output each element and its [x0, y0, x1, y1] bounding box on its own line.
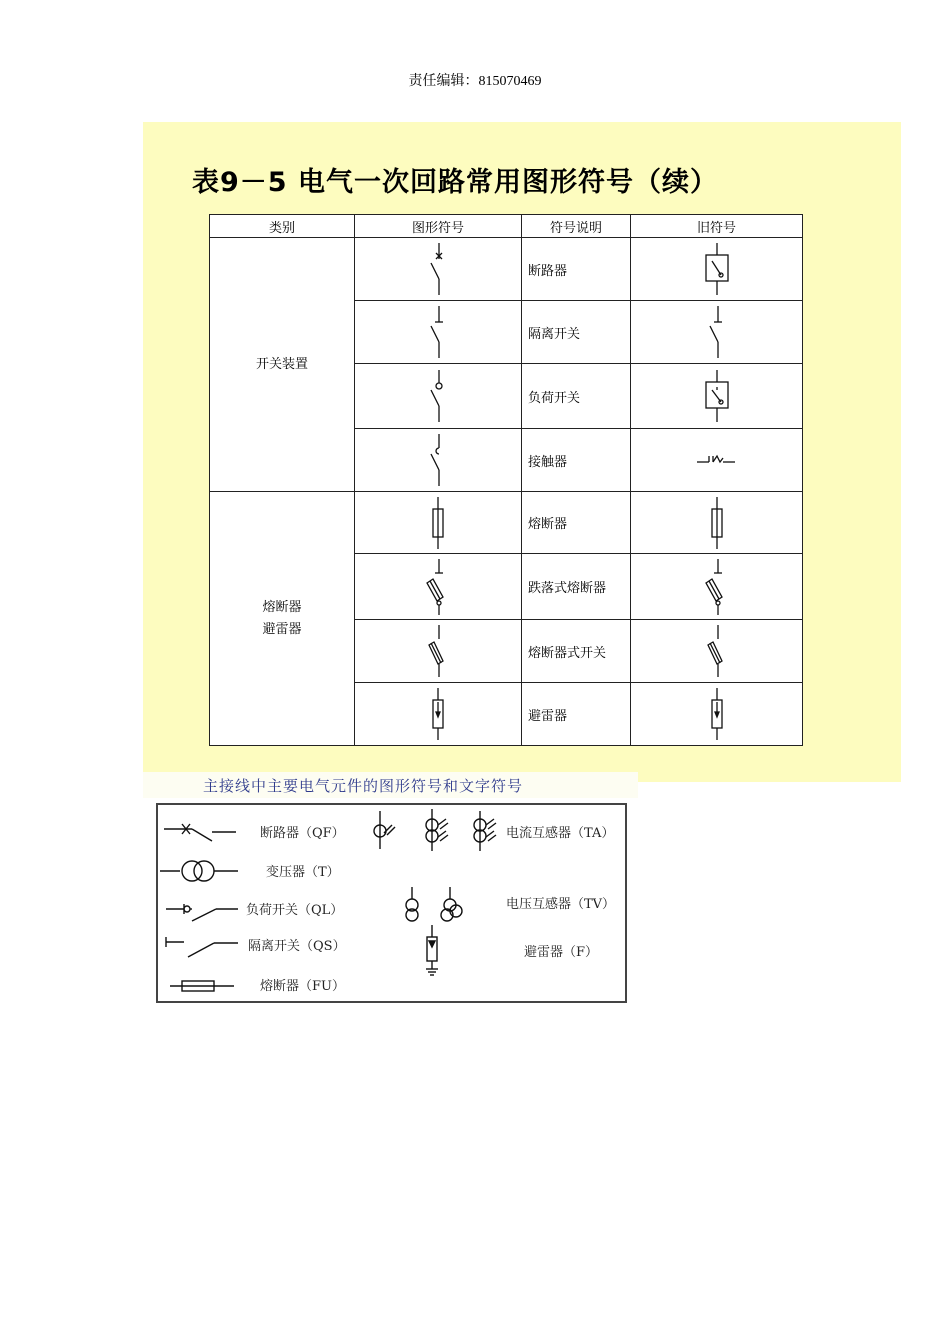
legend-label-arrester: 避雷器（F）	[524, 945, 599, 960]
table-row	[210, 238, 803, 301]
fuse-line-icon	[170, 981, 234, 991]
table-title: 表9－5 电气一次回路常用图形符号（续）	[192, 167, 718, 198]
legend-label-current-transformer: 电流互感器（TA）	[506, 826, 615, 841]
disconnector-icon	[355, 301, 522, 364]
legend-label-fuse: 熔断器（FU）	[260, 979, 345, 994]
category-cell-fuse-arrester	[210, 492, 355, 746]
old-drop-out-fuse-icon	[631, 554, 803, 620]
description-cell: 熔断器	[522, 492, 631, 554]
disconnector-line-icon	[166, 937, 238, 957]
category-label: 熔断器	[262, 599, 302, 615]
current-transformer-icon	[374, 809, 496, 851]
legend-box	[156, 803, 627, 1003]
fuse-switch-icon	[355, 620, 522, 683]
transformer-icon	[160, 861, 238, 881]
col-header-category: 类别	[210, 215, 355, 238]
load-switch-icon	[355, 364, 522, 429]
description-cell: 熔断器式开关	[522, 620, 631, 683]
table-header-row	[210, 215, 803, 238]
surge-arrester-icon	[426, 925, 438, 975]
old-fuse-switch-icon	[631, 620, 803, 683]
contactor-icon	[355, 429, 522, 492]
description-cell: 负荷开关	[522, 364, 631, 429]
col-header-description: 符号说明	[522, 215, 631, 238]
description-cell: 避雷器	[522, 683, 631, 746]
category-cell-switchgear	[210, 238, 355, 492]
old-disconnector-icon	[631, 301, 803, 364]
breaker-line-icon	[164, 824, 236, 841]
description-cell: 接触器	[522, 429, 631, 492]
old-arrester-icon	[631, 683, 803, 746]
old-fuse-icon	[631, 492, 803, 554]
col-header-symbol: 图形符号	[355, 215, 522, 238]
col-header-old-symbol: 旧符号	[631, 215, 803, 238]
symbol-table	[209, 214, 803, 746]
table-row	[210, 492, 803, 554]
voltage-transformer-icon	[406, 887, 462, 921]
editor-note: 责任编辑：815070469	[408, 74, 542, 89]
load-switch-line-icon	[166, 904, 238, 921]
fuse-icon	[355, 492, 522, 554]
legend-label-transformer: 变压器（T）	[266, 865, 340, 880]
breaker-icon	[355, 238, 522, 301]
old-load-switch-icon	[631, 364, 803, 429]
legend-label-breaker: 断路器（QF）	[260, 826, 345, 841]
legend-label-voltage-transformer: 电压互感器（TV）	[506, 897, 616, 912]
legend-title: 主接线中主要电气元件的图形符号和文字符号	[203, 777, 524, 795]
category-label: 避雷器	[262, 621, 302, 637]
description-cell: 跌落式熔断器	[522, 554, 631, 620]
category-label: 开关装置	[255, 356, 308, 372]
legend-label-load-switch: 负荷开关（QL）	[246, 903, 344, 918]
description-cell: 断路器	[522, 238, 631, 301]
description-cell: 隔离开关	[522, 301, 631, 364]
drop-out-fuse-icon	[355, 554, 522, 620]
arrester-icon	[355, 683, 522, 746]
legend-label-disconnector: 隔离开关（QS）	[248, 939, 346, 954]
old-contactor-icon	[631, 429, 803, 492]
old-breaker-icon	[631, 238, 803, 301]
